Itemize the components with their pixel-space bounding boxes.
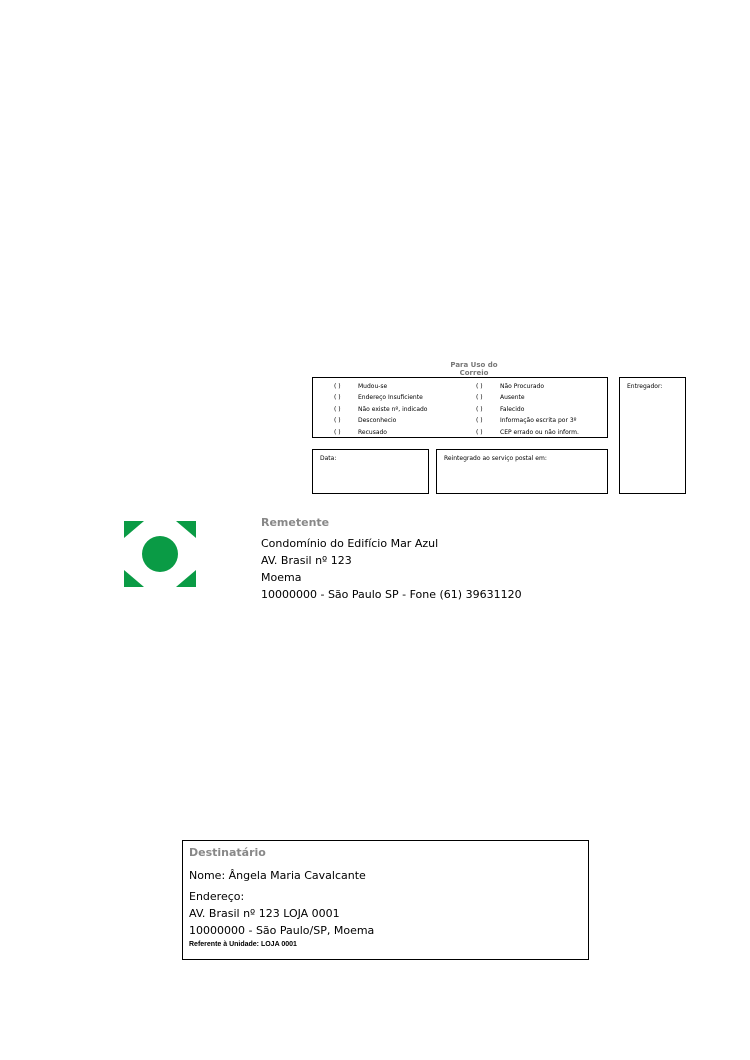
reason-label: Não existe nº, indicado <box>358 405 428 413</box>
condominium-logo <box>124 521 196 587</box>
entregador-box[interactable] <box>619 377 686 494</box>
checkbox-parens: ( ) <box>476 383 483 390</box>
logo-corner-bottom-left <box>124 570 144 587</box>
data-box[interactable] <box>312 449 429 494</box>
reason-option[interactable] <box>476 415 579 426</box>
reintegrado-label: Reintegrado ao serviço postal em: <box>444 455 547 462</box>
reason-label: Falecido <box>500 405 525 413</box>
destinatario-title: Destinatário <box>189 846 266 859</box>
reason-option[interactable] <box>476 404 579 415</box>
logo-circle <box>142 536 178 572</box>
sender-street: AV. Brasil nº 123 <box>261 554 352 567</box>
reason-option[interactable] <box>334 392 427 403</box>
unit-reference: Referente à Unidade: LOJA 0001 <box>189 941 297 948</box>
reasons-left-column <box>334 381 427 438</box>
logo-corner-top-right <box>176 521 196 538</box>
checkbox-parens: ( ) <box>334 405 341 413</box>
reason-label: Informação escrita por 3º <box>500 417 577 425</box>
entregador-label: Entregador: <box>627 383 663 390</box>
recipient-city-line: 10000000 - São Paulo/SP, Moema <box>189 924 375 937</box>
reason-option[interactable] <box>334 381 427 392</box>
checkbox-parens: ( ) <box>476 394 483 402</box>
sender-name: Condomínio do Edifício Mar Azul <box>261 537 439 550</box>
reason-label: Desconhecio <box>358 417 397 425</box>
reason-label: Mudou-se <box>358 383 388 390</box>
checkbox-parens: ( ) <box>334 383 341 390</box>
sender-district: Moema <box>261 571 302 584</box>
checkbox-parens: ( ) <box>334 428 341 436</box>
checkbox-parens: ( ) <box>334 394 341 402</box>
reason-label: Endereço Insuficiente <box>358 394 423 402</box>
reason-label: Não Procurado <box>500 383 544 390</box>
checkbox-parens: ( ) <box>476 417 483 425</box>
logo-corner-top-left <box>124 521 144 538</box>
sender-city-line: 10000000 - São Paulo SP - Fone (61) 39631120 <box>261 588 522 601</box>
reason-option[interactable] <box>334 415 427 426</box>
reasons-right-column <box>476 381 579 438</box>
checkbox-parens: ( ) <box>476 405 483 413</box>
reason-label: CEP errado ou não inform. <box>500 428 579 436</box>
reason-label: Recusado <box>358 428 387 436</box>
return-reasons-box <box>312 377 608 438</box>
recipient-address-label: Endereço: <box>189 890 245 903</box>
checkbox-parens: ( ) <box>476 428 483 436</box>
logo-corner-bottom-right <box>176 570 196 587</box>
correio-section-title: Para Uso do Correio <box>450 361 498 377</box>
remetente-title: Remetente <box>261 516 330 529</box>
recipient-name: Nome: Ângela Maria Cavalcante <box>189 869 366 882</box>
reason-option[interactable] <box>476 427 579 438</box>
reason-option[interactable] <box>334 404 427 415</box>
reason-option[interactable] <box>476 381 579 392</box>
recipient-street: AV. Brasil nº 123 LOJA 0001 <box>189 907 340 920</box>
destinatario-box <box>182 840 589 960</box>
reintegrado-box[interactable] <box>436 449 608 494</box>
checkbox-parens: ( ) <box>334 417 341 425</box>
reason-option[interactable] <box>334 427 427 438</box>
data-label: Data: <box>320 455 337 462</box>
reason-label: Ausente <box>500 394 525 402</box>
reason-option[interactable] <box>476 392 579 403</box>
